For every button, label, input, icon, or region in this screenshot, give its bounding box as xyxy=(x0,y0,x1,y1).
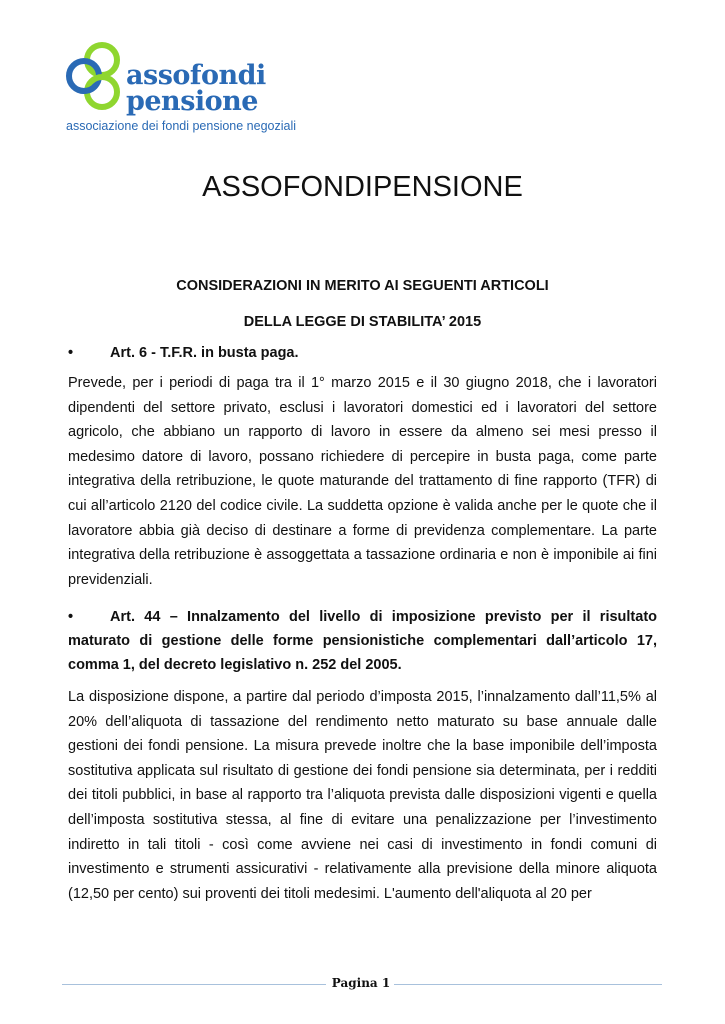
logo-tagline: associazione dei fondi pensione negoziali xyxy=(66,119,297,133)
logo-word-pensione: pensione xyxy=(126,86,258,117)
article-44-heading-text: Art. 44 – Innalzamento del livello di imposizione previsto per il risultato maturato di gestione delle forme pensionistiche complementari dall’articolo 17, comma 1, del decreto legislativo n. 252 del 2005. xyxy=(68,609,657,673)
article-44-body: La disposizione dispone, a partire dal periodo d’imposta 2015, l’innalzamento dall’11,5% al 20% dell’aliquota di tassazione del rendimento netto maturato su base annuale dalle gestioni dei fondi pensione. La misura prevede inoltre che la base imponibile dell’imposta sostitutiva applicata sul risultato di gestione dei fondi pensione sia determinata, per i redditi dei titoli pubblici, in base al rapporto tra l’aliquota prevista dalle disposizioni vigenti e quella dell’imposta sostitutiva stessa, al fine di evitare una penalizzazione per l’investimento indiretto in tali titoli - così come avviene nei casi di investimento in fondi comuni di investimento e strumenti assicurativi - relativamente alla previsione della minore aliquota (12,50 per cento) sui proventi dei titoli medesimi. L'aumento dell'aliquota al 20 per xyxy=(68,689,657,902)
article-6-heading-text: Art. 6 - T.F.R. in busta paga. xyxy=(110,345,299,361)
article-44-heading xyxy=(68,605,657,677)
footer-divider-right xyxy=(394,984,662,985)
logo-word-assofondi: assofondi xyxy=(126,60,266,91)
footer-divider-left xyxy=(62,984,326,985)
document-title: ASSOFONDIPENSIONE xyxy=(202,171,523,203)
assofondi-logo xyxy=(64,40,297,133)
article-6-body: Prevede, per i periodi di paga tra il 1° marzo 2015 e il 30 giugno 2018, che i lavoratori dipendenti del settore privato, esclusi i lavoratori domestici ed i lavoratori del settore agricolo, che abbiano un rapporto di lavoro in essere da almeno sei mesi presso il medesimo datore di lavoro, possano richiedere di percepire in busta paga, come parte integrativa della retribuzione, le quote maturande del trattamento di fine rapporto (TFR) di cui all’articolo 2120 del codice civile. La suddetta opzione è valida anche per le quote che il lavoratore abbia già deciso di destinare a forme di previdenza complementare. La parte integrativa della retribuzione è assoggettata a tassazione ordinaria e non è imponibile ai fini previdenziali. xyxy=(68,375,657,588)
subtitle-line-1: CONSIDERAZIONI IN MERITO AI SEGUENTI ARTICOLI xyxy=(176,278,549,294)
bullet-icon: • xyxy=(68,345,74,361)
rings-icon xyxy=(64,40,134,118)
subtitle-line-2: DELLA LEGGE DI STABILITA’ 2015 xyxy=(243,314,482,330)
bullet-icon: • xyxy=(68,609,74,625)
page-number: Pagina 1 xyxy=(331,976,391,990)
